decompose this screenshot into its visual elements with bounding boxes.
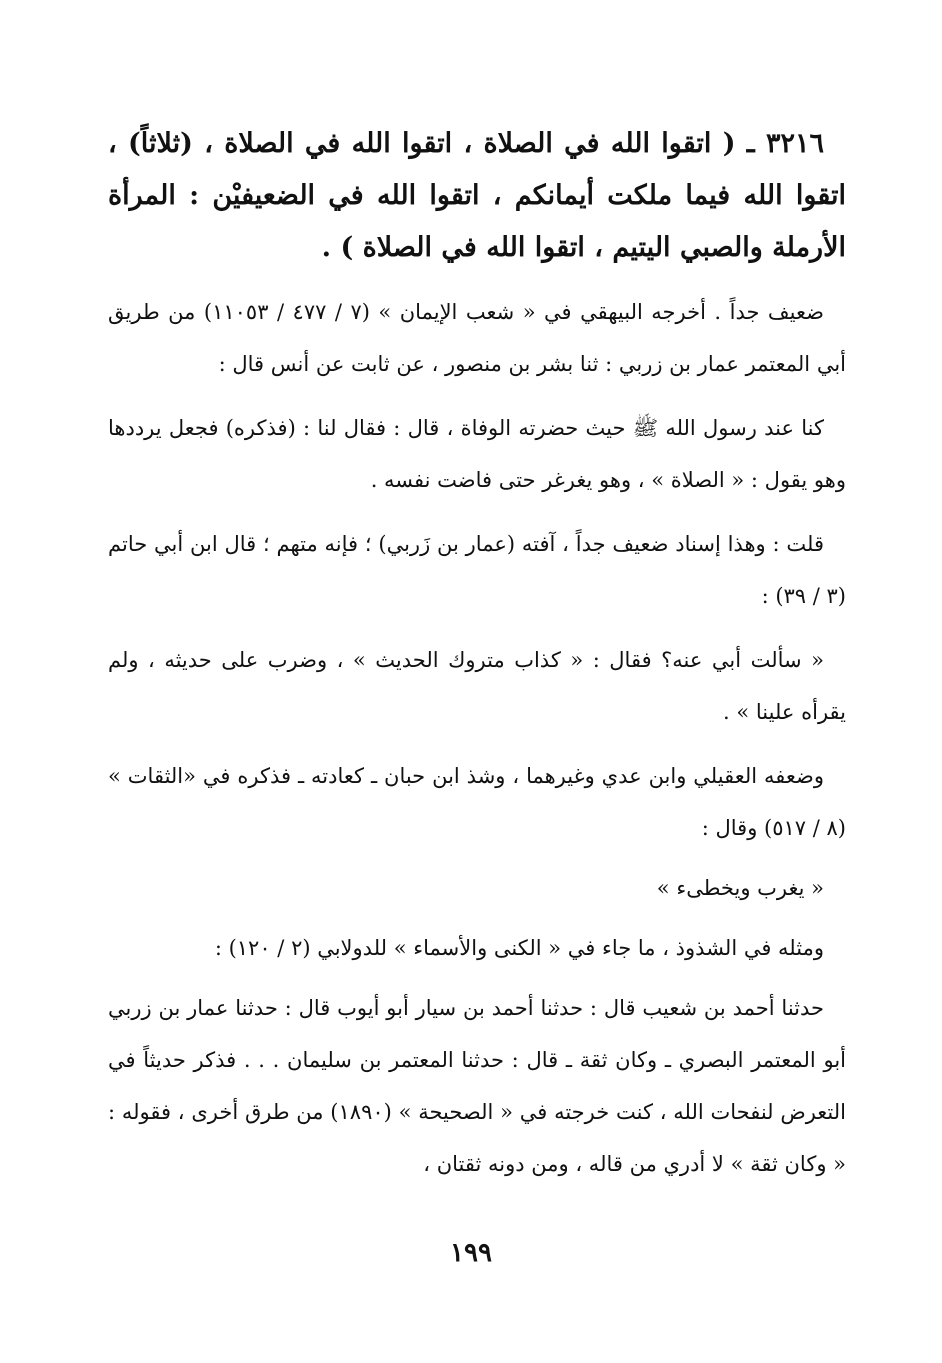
page-number: ١٩٩ xyxy=(450,1238,492,1268)
paragraph-weakeners: وضعفه العقيلي وابن عدي وغيرهما ، وشذ ابن حبان ـ كعادته ـ فذكره في «الثقات » (٨ / ٥١٧) وقال : xyxy=(108,764,846,840)
paragraph-grading: ضعيف جداً . أخرجه البيهقي في « شعب الإيمان » (٧ / ٤٧٧ / ١١٠٥٣) من طريق أبي المعتمر عمار بن زربي : ثنا بشر بن منصور ، عن ثابت عن أنس قال : xyxy=(108,300,846,376)
paragraph-dulabi: ومثله في الشذوذ ، ما جاء في « الكنى والأسماء » للدولابي (٢ / ١٢٠) : xyxy=(214,936,824,960)
paragraph-isnad-critique: قلت : وهذا إسناد ضعيف جداً ، آفته (عمار بن زَربي) ؛ فإنه متهم ؛ قال ابن أبي حاتم (٣ / ٣٩) : xyxy=(108,532,846,608)
page-body xyxy=(108,118,846,1190)
paragraph-chain: حدثنا أحمد بن شعيب قال : حدثنا أحمد بن سيار أبو أيوب قال : حدثنا عمار بن زربي أبو المعتمر البصري ـ وكان ثقة ـ قال : حدثنا المعتمر بن سليمان . . . فذكر حديثاً في التعرض لنفحات الله ، كنت خرجته في « الصحيحة » (١٨٩٠) من طرق أخرى ، فقوله : « وكان ثقة » لا أدري من قاله ، ومن دونه ثقتان ، xyxy=(108,996,847,1176)
paragraph-narration: كنا عند رسول الله ﷺ حيث حضرته الوفاة ، قال : فقال لنا : (فذكره) فجعل يرددها وهو يقول : « الصلاة » ، وهو يغرغر حتى فاضت نفسه . xyxy=(108,416,846,492)
hadith-text xyxy=(108,118,846,274)
hadith-number: ٣٢١٦ ـ xyxy=(746,128,824,159)
paragraph-quote-ibn-hibban: « يغرب ويخطىء » xyxy=(656,876,824,900)
paragraph-quote-abu-hatim: « سألت أبي عنه؟ فقال : « كذاب متروك الحديث » ، وضرب على حديثه ، ولم يقرأه علينا » . xyxy=(108,648,846,724)
hadith-matn: ( اتقوا الله في الصلاة ، اتقوا الله في الصلاة ، (ثلاثاً) ، اتقوا الله فيما ملكت أيمانكم ، اتقوا الله في الضعيفيْن : المرأة الأرملة والصبي اليتيم ، اتقوا الله في الصلاة ) . xyxy=(108,128,846,263)
